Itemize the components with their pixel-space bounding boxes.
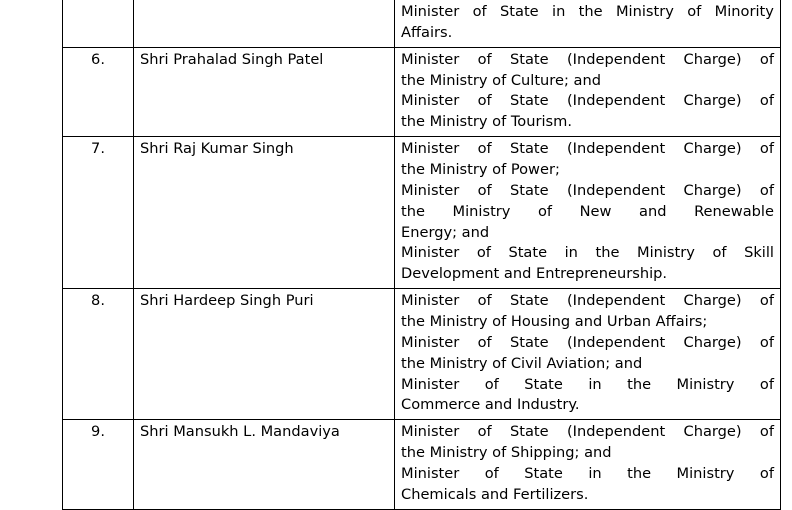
- row-portfolio: [395, 47, 781, 136]
- portfolio-word: State: [524, 375, 563, 393]
- portfolio-word: Minister: [401, 50, 460, 68]
- portfolio-word: Ministry: [676, 375, 735, 393]
- row-portfolio: [395, 0, 781, 47]
- row-serial-number: 7.: [63, 137, 134, 289]
- portfolio-line: [401, 375, 774, 396]
- portfolio-word: Charge): [683, 140, 742, 158]
- portfolio-word: (Independent: [566, 181, 666, 199]
- portfolio-word: Minister: [401, 465, 460, 483]
- portfolio-word: (Independent: [566, 140, 666, 158]
- portfolio-line: [401, 243, 774, 264]
- portfolio-word: of: [477, 92, 492, 110]
- row-serial-number: [63, 0, 134, 47]
- table-row: [63, 289, 781, 420]
- portfolio-word: Charge): [683, 423, 742, 441]
- row-portfolio: [395, 137, 781, 289]
- portfolio-word: Ministry: [452, 202, 511, 220]
- portfolio-word: of: [759, 140, 774, 158]
- portfolio-word: the: [627, 375, 652, 393]
- portfolio-word: State: [510, 423, 549, 441]
- portfolio-word: in: [588, 375, 602, 393]
- portfolio-line: the Ministry of Power;: [401, 161, 560, 179]
- portfolio-line: Affairs.: [401, 23, 453, 41]
- portfolio-word: of: [484, 375, 499, 393]
- table-row: [63, 420, 781, 509]
- portfolio-word: of: [472, 3, 487, 20]
- portfolio-word: Charge): [683, 92, 742, 110]
- portfolio-word: in: [564, 244, 578, 262]
- portfolio-word: of: [477, 423, 492, 441]
- row-serial-number: 6.: [63, 47, 134, 136]
- portfolio-word: New: [579, 202, 612, 220]
- portfolio-word: the: [595, 244, 620, 262]
- portfolio-word: State: [524, 465, 563, 483]
- portfolio-word: the: [401, 202, 425, 220]
- portfolio-word: Minister: [401, 333, 460, 351]
- portfolio-word: of: [477, 333, 492, 351]
- portfolio-word: State: [510, 92, 549, 110]
- row-minister-name: Shri Prahalad Singh Patel: [134, 47, 395, 136]
- portfolio-line: [401, 50, 774, 71]
- portfolio-word: of: [484, 465, 499, 483]
- portfolio-line: Energy; and: [401, 223, 490, 241]
- portfolio-line: the Ministry of Shipping; and: [401, 444, 612, 462]
- portfolio-word: Renewable: [694, 202, 774, 220]
- row-portfolio: [395, 420, 781, 509]
- portfolio-line: [401, 181, 774, 202]
- portfolio-word: (Independent: [566, 333, 666, 351]
- portfolio-word: of: [477, 140, 492, 158]
- row-serial-number: 9.: [63, 420, 134, 509]
- portfolio-word: of: [759, 375, 774, 393]
- portfolio-word: State: [500, 3, 539, 20]
- row-minister-name: [134, 0, 395, 47]
- portfolio-word: Charge): [683, 292, 742, 310]
- portfolio-word: State: [510, 140, 549, 158]
- row-minister-name: Shri Mansukh L. Mandaviya: [134, 420, 395, 509]
- row-minister-name: Shri Raj Kumar Singh: [134, 137, 395, 289]
- portfolio-line: [401, 422, 774, 443]
- portfolio-line: [401, 202, 774, 223]
- portfolio-word: of: [476, 244, 491, 262]
- portfolio-word: State: [510, 292, 549, 310]
- portfolio-word: (Independent: [566, 50, 666, 68]
- portfolio-word: of: [759, 423, 774, 441]
- portfolio-word: of: [687, 3, 702, 20]
- ministers-portfolio-table: [62, 0, 781, 510]
- portfolio-line: [401, 2, 774, 23]
- portfolio-word: the: [627, 465, 652, 483]
- portfolio-word: Minister: [401, 292, 460, 310]
- portfolio-line: the Ministry of Culture; and: [401, 71, 601, 89]
- portfolio-word: of: [759, 292, 774, 310]
- portfolio-word: of: [712, 244, 727, 262]
- portfolio-word: of: [759, 465, 774, 483]
- portfolio-word: in: [588, 465, 602, 483]
- portfolio-line: the Ministry of Tourism.: [401, 113, 572, 131]
- portfolio-word: and: [639, 202, 667, 220]
- portfolio-word: Minister: [401, 375, 460, 393]
- portfolio-word: Ministry: [676, 465, 735, 483]
- portfolio-word: of: [759, 333, 774, 351]
- portfolio-word: Charge): [683, 333, 742, 351]
- portfolio-word: Ministry: [636, 244, 695, 262]
- portfolio-line: [401, 139, 774, 160]
- portfolio-word: Minister: [401, 423, 460, 441]
- portfolio-word: (Independent: [566, 92, 666, 110]
- portfolio-word: Minister: [401, 92, 460, 110]
- row-minister-name: Shri Hardeep Singh Puri: [134, 289, 395, 420]
- portfolio-word: State: [510, 50, 549, 68]
- portfolio-word: of: [759, 50, 774, 68]
- table-row: [63, 47, 781, 136]
- portfolio-word: of: [759, 92, 774, 110]
- portfolio-word: (Independent: [566, 423, 666, 441]
- portfolio-word: of: [477, 292, 492, 310]
- portfolio-word: of: [538, 202, 553, 220]
- portfolio-line: [401, 464, 774, 485]
- portfolio-word: (Independent: [566, 292, 666, 310]
- portfolio-word: of: [759, 181, 774, 199]
- portfolio-line: [401, 291, 774, 312]
- portfolio-word: in: [552, 3, 566, 20]
- portfolio-line: [401, 91, 774, 112]
- portfolio-word: Charge): [683, 181, 742, 199]
- portfolio-word: Ministry: [615, 3, 674, 20]
- portfolio-word: Minister: [401, 140, 460, 158]
- table-row: [63, 0, 781, 47]
- portfolio-word: State: [510, 333, 549, 351]
- portfolio-line: the Ministry of Housing and Urban Affairs;: [401, 313, 708, 331]
- portfolio-line: Development and Entrepreneurship.: [401, 265, 668, 283]
- portfolio-line: the Ministry of Civil Aviation; and: [401, 354, 643, 372]
- portfolio-word: State: [508, 244, 548, 262]
- row-serial-number: 8.: [63, 289, 134, 420]
- portfolio-word: Minority: [714, 3, 774, 20]
- portfolio-word: Skill: [744, 244, 774, 262]
- portfolio-line: Commerce and Industry.: [401, 396, 580, 414]
- table-row: [63, 137, 781, 289]
- portfolio-word: Minister: [401, 3, 460, 20]
- portfolio-word: of: [477, 181, 492, 199]
- portfolio-word: Minister: [401, 181, 460, 199]
- row-portfolio: [395, 289, 781, 420]
- portfolio-line: [401, 333, 774, 354]
- table-body: [63, 0, 781, 509]
- portfolio-word: of: [477, 50, 492, 68]
- portfolio-word: Charge): [683, 50, 742, 68]
- portfolio-word: the: [578, 3, 603, 20]
- portfolio-word: State: [510, 181, 549, 199]
- portfolio-word: Minister: [401, 244, 460, 262]
- portfolio-line: Chemicals and Fertilizers.: [401, 485, 589, 503]
